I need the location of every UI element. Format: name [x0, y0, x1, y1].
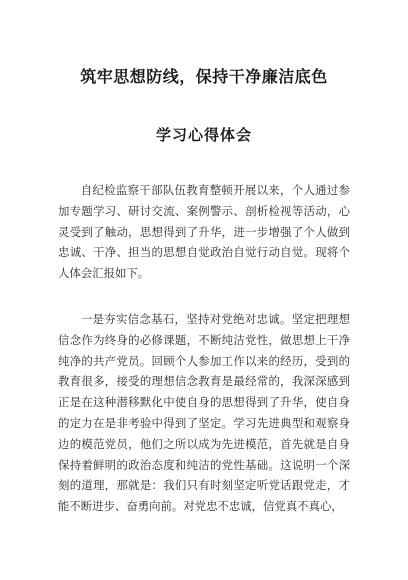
document-title: 筑牢思想防线，保持干净廉洁底色 — [80, 67, 328, 86]
document-subtitle: 学习心得体会 — [155, 126, 252, 144]
paragraph-point-one: 一是夯实信念基石，坚持对党绝对忠诚。坚定把理想信念作为终身的必修课题，不断纯洁党性，做思想上干净纯净的共产党员。回顾个人参加工作以来的经历，受到的教育很多，接受的理想信念教育是最经常的，我深深感到正是在这种潜移默化中使自身的思想得到了升华，使自身的定力在是非考验中得到了坚定。学习先进典型和观察身边的模范党员，他们之所以成为先进模范，首先就是自身保持着鲜明的政治态度和纯洁的党性基础。这说明一个深刻的道理，那就是：我们只有时刻坚定听党话跟党走，才能不断进步、奋勇向前。对党忠不忠诚，信党真不真心， — [58, 312, 350, 514]
paragraph-intro: 自纪检监察干部队伍教育整顿开展以来，个人通过参加专题学习、研讨交流、案例警示、剖析检视等活动，心灵受到了触动，思想得到了升华，进一步增强了个人做到忠诚、干净、担当的思想自觉政治自觉行动自觉。现将个人体会汇报如下。 — [58, 183, 350, 281]
